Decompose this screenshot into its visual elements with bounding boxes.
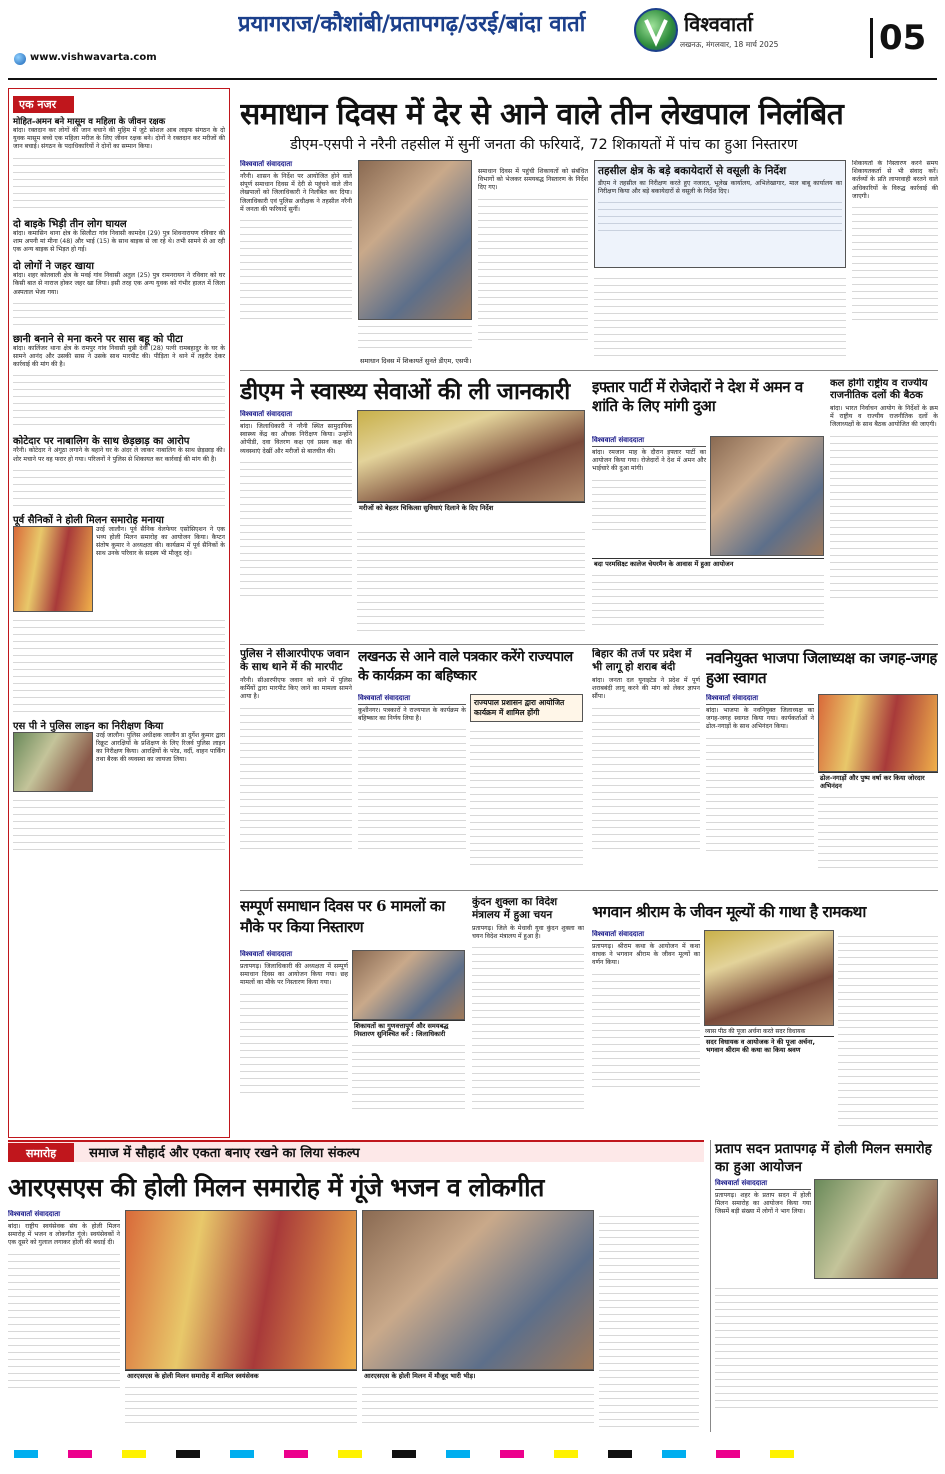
samadhan2-photo [352,950,465,1020]
samaroh-story [8,1210,704,1432]
liquor-headline: बिहार की तर्ज पर प्रदेश में भी लागू हो शराब बंदी [592,648,692,673]
police-headline: पुलिस ने सीआरपीएफ जवान के साथ थाने में की मारपीट [240,648,350,673]
lead-photo-caption: समाधान दिवस में शिकायतें सुनते डीएम, एसपी। [360,357,472,365]
sidebar-story [13,512,225,714]
samadhan2-byline: विश्ववार्ता संवाददाता [240,950,348,961]
pratap-byline: विश्ववार्ता संवाददाता [715,1179,811,1190]
sidebar-story-title: छानी बनाने से मना करने पर सास बहू को पीटा [13,333,183,345]
lead-box-title: तहसील क्षेत्र के बड़े बकायेदारों से वसूली के निर्देश [598,165,787,177]
filler-text [13,152,225,212]
lead-text: नरैनी। शासन के निर्देश पर आयोजित होने वाले संपूर्ण समाधान दिवस में देरी से पहुंचने वाले तीन लेखपालों को जिलाधिकारी ने निलंबित कर दिया। जिलाधिकारी एवं पुलिस अधीक्षक ने तहसील नरैनी में जनता की फरियादें सुनीं। [240,173,352,213]
ram-photo-label: व्यास पीठ की पूजा अर्चना करते सदर विधायक [705,1028,806,1035]
lead-subhead: डीएम-एसपी ने नरैनी तहसील में सुनीं जनता की फरियादें, 72 शिकायतों में पांच का हुआ निस्तारण [290,137,798,153]
bjp-photo-caption: ढोल-नगाड़ों और पुष्प वर्षा कर किया जोरदार अभिनंदन [818,772,938,791]
pratap-text: प्रतापगढ़। शहर के प्रताप सदन में होली मिलन समारोह का आयोजन किया गया जिसमें बड़ी संख्या में लोगों ने भाग लिया। [715,1192,811,1216]
samaroh-tag: समारोह [8,1143,74,1162]
sidebar-story [13,718,225,854]
sidebar-story-text: बांदा। कमासिन थाना क्षेत्र के सिलौटा गांव निवासी कामदेव (29) पुत्र शिवनारायण रविवार की शाम अपनी मां मीना (48) और भाई (15) के साथ बाइक से जा रहे थे। तभी सामने से आ रही एक अन्य बाइक से भिड़त हो गई। [13,229,225,254]
lead-box [594,160,846,268]
police-text: नरैनी। सीआरपीएफ जवान को थाने में पुलिस कर्मियों द्वारा मारपीट किए जाने का मामला सामने आया है। [240,677,352,701]
iftar-headline: इफ्तार पार्टी में रोजेदारों ने देश में अमन व शांति के लिए मांगी दुआ [592,378,803,415]
globe-icon [14,53,26,65]
samadhan2-story [240,950,465,1134]
ram-photo-caption: सदर विधायक व आयोजक ने की पूजा अर्चना, भगवान श्रीराम की कथा का किया श्रवण [704,1036,834,1055]
pratap-headline: प्रताप सदन प्रतापगढ़ में होली मिलन समारोह का हुआ आयोजन [715,1141,932,1175]
lead-col-3 [478,160,588,356]
ram-photo [704,930,834,1026]
health-byline: विश्ववार्ता संवाददाता [240,410,352,421]
print-registration-bar [0,1450,945,1464]
samadhan2-text: प्रतापगढ़। जिलाधिकारी की अध्यक्षता में सम्पूर्ण समाधान दिवस का आयोजन किया गया। छह मामलों का मौके पर निस्तारण किया गया। [240,963,348,987]
sidebar-story [13,433,225,507]
sidebar-story-title: पूर्व सैनिकों ने होली मिलन समारोह मनाया [13,514,164,526]
ram-headline: भगवान श्रीराम के जीवन मूल्यों की गाथा है रामकथा [592,902,866,921]
brand-name: विश्ववार्ता [684,12,753,36]
lead-photo [358,160,472,320]
lead-box-text: डीएम ने तहसील का निरीक्षण करते हुए नजारत, भूलेख कार्यालय, अभिलेखागार, माल बाबू कार्यालय का निरीक्षण किया और बड़े बकायेदारों से वसूली के निर्देश दिए। [598,180,842,196]
pratap-story [710,1140,938,1432]
sidebar-story-title: दो बाइके भिड़ी तीन लोग घायल [13,218,127,230]
samadhan2-headline: सम्पूर्ण समाधान दिवस पर 6 मामलों का मौके पर किया निस्तारण [240,897,445,936]
ex-servicemen-holi-photo [13,526,93,612]
health-photo [357,410,585,502]
brand-logo-icon [634,8,678,52]
sidebar-story-text: उरई जालौन। पुलिस अधीक्षक जालौन डा दुर्गेश कुमार द्वारा रिक्रूट आरक्षियों के प्रशिक्षण के लिए रिजर्व पुलिस लाइन का निरीक्षण किया। आरक्षियों के परेड, वर्दी, वाहन पार्किंग तथा बैरक की व्यवस्था का जायजा लिया। [96,731,225,764]
sidebar-story [13,331,225,430]
health-story [240,410,585,640]
police-story [240,648,352,886]
journalists-box: राज्यपाल प्रशासन द्वारा आयोजित कार्यक्रम में शामिल होंगी [470,694,583,722]
sidebar-story [13,258,225,327]
bjp-story [706,694,938,886]
ram-text: प्रतापगढ़। श्रीराम कथा के आयोजन में कथा वाचक ने भगवान श्रीराम के जीवन मूल्यों का वर्णन किया। [592,943,700,967]
pratap-photo [814,1179,938,1279]
bjp-headline: नवनियुक्त भाजपा जिलाध्यक्ष का जगह-जगह हुआ स्वागत [706,649,937,687]
samaroh-headline: आरएसएस की होली मिलन समारोह में गूंजे भजन व लोकगीत [8,1173,544,1202]
samaroh-photo-1 [125,1210,357,1370]
kundan-text: प्रतापगढ़। जिले के मेधावी युवा कुंदन शुक्ला का चयन विदेश मंत्रालय में हुआ है। [472,925,584,941]
meeting-headline: कल होगी राष्ट्रीय व राज्यीय राजनीतिक दलों की बैठक [830,378,928,401]
sidebar-story-title: एस पी ने पुलिस लाइन का निरीक्षण किया [13,720,164,732]
ram-story [592,930,938,1134]
sidebar-tag: एक नजर [13,96,74,113]
lead-col3-text: समाधान दिवस में पहुंची शिकायतों को संबंधित विभागों को भेजकर समयबद्ध निस्तारण के निर्देश दिए गए। [478,168,588,192]
sidebar-story-text: बांदा। कालिंजर थाना क्षेत्र के रामपुर गांव निवासी मुन्नी देवी (28) पत्नी रामबहादुर के घर के सामने आनंद और उसकी सास ने उसके साथ मारपीट की। पीड़िता ने थाने में तहरीर देकर कार्रवाई की मांग की है। [13,344,225,369]
dateline: लखनऊ, मंगलवार, 18 मार्च 2025 [680,40,779,49]
lead-headline: समाधान दिवस में देर से आने वाले तीन लेखपाल निलंबित [240,97,844,132]
lead-photo-block [358,160,472,356]
samaroh-photo-2 [362,1210,594,1370]
lead-col4-text: शिकायतों के निस्तारण करने समय शिकायतकर्ता से भी संवाद करें। कर्तव्यों के प्रति लापरवाही बरतने वाले अधिकारियों के विरुद्ध कार्रवाई की जाएगी। [852,160,938,200]
bjp-byline: विश्ववार्ता संवाददाता [706,694,814,705]
sidebar-story [13,116,225,212]
iftar-photo [710,436,824,556]
sidebar-story-text: उरई जालौन। पूर्व सैनिक वेलफेयर एसोसिएशन ने एक भव्य होली मिलन समारोह का आयोजन किया। कैप्टन संतोष कुमार ने अध्यक्षता की। कार्यक्रम में पूर्व सैनिकों के साथ उनके परिवार के सदस्य भी मौजूद रहे। [96,525,225,558]
lead-byline: विश्ववार्ता संवाददाता [240,160,352,171]
iftar-byline: विश्ववार्ता संवाददाता [592,436,706,447]
meeting-story [830,378,938,640]
liquor-text: बांदा। जनता दल यूनाइटेड ने प्रदेश में पूर्ण शराबबंदी लागू करने की मांग को लेकर ज्ञापन सौंपा। [592,677,700,701]
journalists-byline: विश्ववार्ता संवाददाता [358,694,466,705]
masthead [0,0,945,80]
meeting-text: बांदा। भारत निर्वाचन आयोग के निर्देशों के क्रम में राष्ट्रीय व राज्यीय राजनीतिक दलों के जिलाध्यक्षों के साथ बैठक आयोजित की जाएगी। [830,405,938,429]
section-title: प्रयागराज/कौशांबी/प्रतापगढ़/उरई/बांदा वार्ता [238,12,586,37]
lead-col-5 [594,272,846,356]
iftar-text: बांदा। रमजान माह के दौरान इफ्तार पार्टी का आयोजन किया गया। रोजेदारों ने देश में अमन और भाईचारे की दुआ मांगी। [592,449,706,473]
sidebar-story-title: कोटेदार पर नाबालिग के साथ छेड़छाड़ का आरोप [13,436,190,448]
police-lines-inspection-photo [13,732,93,792]
samaroh-photo-1-caption: आरएसएस के होली मिलन समारोह में शामिल स्वयंसेवक [125,1370,357,1381]
kundan-headline: कुंदन शुक्ला का विदेश मंत्रालय में हुआ चयन [472,896,558,921]
health-text: बांदा। जिलाधिकारी ने नरैनी स्थित सामुदायिक स्वास्थ्य केंद्र का औचक निरीक्षण किया। उन्होंने ओपीडी, दवा वितरण कक्ष एवं प्रसव कक्ष की व्यवस्थाएं देखीं और मरीजों से बातचीत की। [240,423,352,455]
bjp-text: बांदा। भाजपा के नवनियुक्त जिलाध्यक्ष का जगह-जगह स्वागत किया गया। कार्यकर्ताओं ने ढोल-नगाड़ों के साथ अभिनंदन किया। [706,707,814,731]
samaroh-tag-line: समाज में सौहार्द और एकता बनाए रखने का लिया संकल्प [89,1146,360,1161]
website-url[interactable]: www.vishwavarta.com [30,52,157,63]
samaroh-photo-2-caption: आरएसएस के होली मिलन में मौजूद भारी भीड़। [362,1370,594,1381]
samaroh-band [8,1140,704,1162]
journalists-story [358,694,583,886]
page-number: 05 [870,18,930,58]
health-headline: डीएम ने स्वास्थ्य सेवाओं की ली जानकारी [240,378,570,405]
ram-byline: विश्ववार्ता संवाददाता [592,930,700,941]
sidebar-story-text: बांदा। रक्तदान कर लोगों की जान बचाने की मुहिम में जुटे सोशल आब लाइफ संगठन के दो युवक मासूम बच्चे एक महिला मरीज के लिए जीवन रक्षक बने। दोनों ने रक्तदान कर मरीजों की जान बचाई। संगठन के पदाधिकारियों ने दोनों का सम्मान किया। [13,127,225,151]
samadhan2-photo-caption: शिकायतों का गुणवत्तापूर्ण और समयबद्ध निस्तारण सुनिश्चित करें : जिलाधिकारी [352,1020,465,1039]
samaroh-text: बांदा। राष्ट्रीय स्वयंसेवक संघ के होली मिलन समारोह में भजन व लोकगीत गूंजे। स्वयंसेवकों ने एक दूसरे को गुलाल लगाकर होली की बधाई दी। [8,1223,120,1247]
sidebar-story-text: नरैनी। कोटेदार ने अंगूठा लगाने के बहाने घर के अंदर ले जाकर नाबालिग के साथ छेड़छाड़ की। शोर मचाने पर वह फरार हो गया। परिजनों ने पुलिस से शिकायत कर कार्रवाई की मांग की है। [13,447,225,463]
iftar-story [592,436,824,640]
journalists-text: कुशीनगर। पत्रकारों ने राज्यपाल के कार्यक्रम के बहिष्कार का निर्णय लिया है। [358,707,466,723]
sidebar-ek-nazar [8,88,230,1138]
sidebar-story-title: दो लोगों ने जहर खाया [13,261,94,273]
iftar-photo-caption: बदा परमसिक्ष्ट कालेज चेयरमैन के आवास में हुआ आयोजन [592,558,824,569]
journalists-headline: लखनऊ से आने वाले पत्रकार करेंगे राज्यपाल के कार्यक्रम का बहिष्कार [358,649,573,684]
samaroh-byline: विश्ववार्ता संवाददाता [8,1210,120,1221]
liquor-story [592,648,700,886]
lead-col-6 [852,160,938,356]
sidebar-story [13,216,225,255]
bjp-photo [818,694,938,772]
health-photo-caption: मरीजों को बेहतर चिकित्सा सुविधाएं दिलाने के दिए निर्देश [357,502,585,526]
kundan-story [472,896,584,1134]
sidebar-story-text: बांदा। शहर कोतवाली क्षेत्र के मवई गांव निवासी अतुल (25) पुत्र रामनरायन ने रविवार को घर किसी बात से नाराज होकर जहर खा लिया। इसी तरह एक अन्य युवक को गंभीर हालत में जिला अस्पताल भेजा गया। [13,272,225,296]
sidebar-story-title: मोहित-अमन बने मासूम व महिला के जीवन रक्षक [13,117,166,127]
lead-col-1 [240,160,352,356]
